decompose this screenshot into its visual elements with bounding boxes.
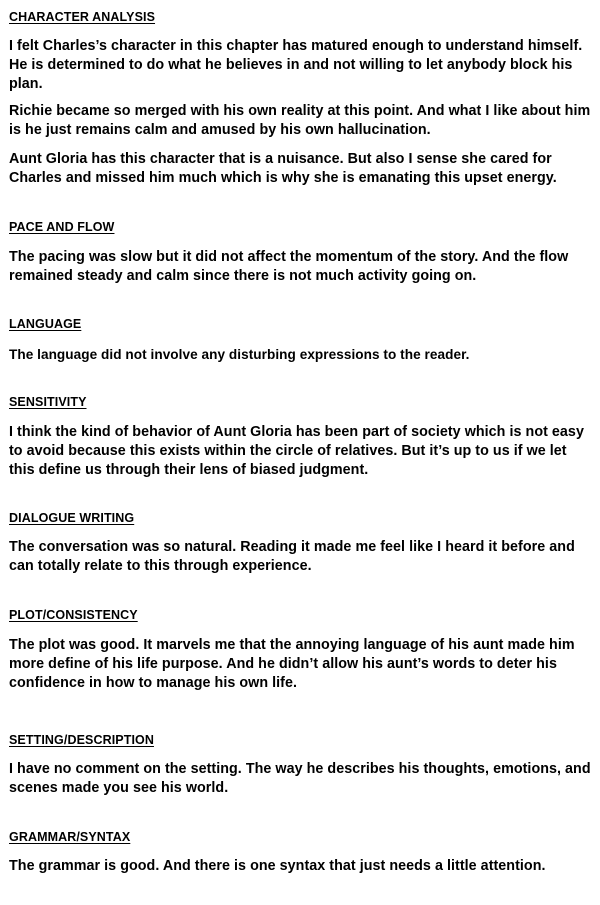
paragraph-grammar-syntax: The grammar is good. And there is one syntax that just needs a little attention. <box>9 858 546 874</box>
heading-language: LANGUAGE <box>9 317 82 331</box>
heading-setting-description: SETTING/DESCRIPTION <box>9 733 154 747</box>
paragraph-character-charles: I felt Charles’s character in this chapter has matured enough to understand himself. He is determined to do what he believes in and not willing to let anybody block his plan. <box>9 38 583 92</box>
paragraph-setting-description: I have no comment on the setting. The way he describes his thoughts, emotions, and scenes made you see his world. <box>9 761 591 796</box>
paragraph-sensitivity: I think the kind of behavior of Aunt Gloria has been part of society which is not easy to avoid because this exists within the circle of relatives. But it’s up to us if we let this define us through their lens of biased judgment. <box>9 424 584 478</box>
heading-pace-and-flow: PACE AND FLOW <box>9 220 115 234</box>
paragraph-pace-and-flow: The pacing was slow but it did not affect the momentum of the story. And the flow remained steady and calm since there is not much activity going on. <box>9 249 569 284</box>
heading-grammar-syntax: GRAMMAR/SYNTAX <box>9 830 131 844</box>
paragraph-character-aunt-gloria: Aunt Gloria has this character that is a nuisance. But also I sense she cared for Charles and missed him much which is why she is emanating this upset energy. <box>9 151 557 186</box>
paragraph-dialogue-writing: The conversation was so natural. Reading it made me feel like I heard it before and can totally relate to this through experience. <box>9 539 575 574</box>
paragraph-language: The language did not involve any disturbing expressions to the reader. <box>9 347 470 362</box>
paragraph-character-richie: Richie became so merged with his own reality at this point. And what I like about him is he just remains calm and amused by his own hallucination. <box>9 103 591 138</box>
heading-character-analysis: CHARACTER ANALYSIS <box>9 10 156 24</box>
heading-dialogue-writing: DIALOGUE WRITING <box>9 511 135 525</box>
heading-sensitivity: SENSITIVITY <box>9 395 87 409</box>
paragraph-plot-consistency: The plot was good. It marvels me that the annoying language of his aunt made him more define of his life purpose. And he didn’t allow his aunt’s words to deter his confidence in how to manage his own life. <box>9 637 575 691</box>
heading-plot-consistency: PLOT/CONSISTENCY <box>9 608 138 622</box>
